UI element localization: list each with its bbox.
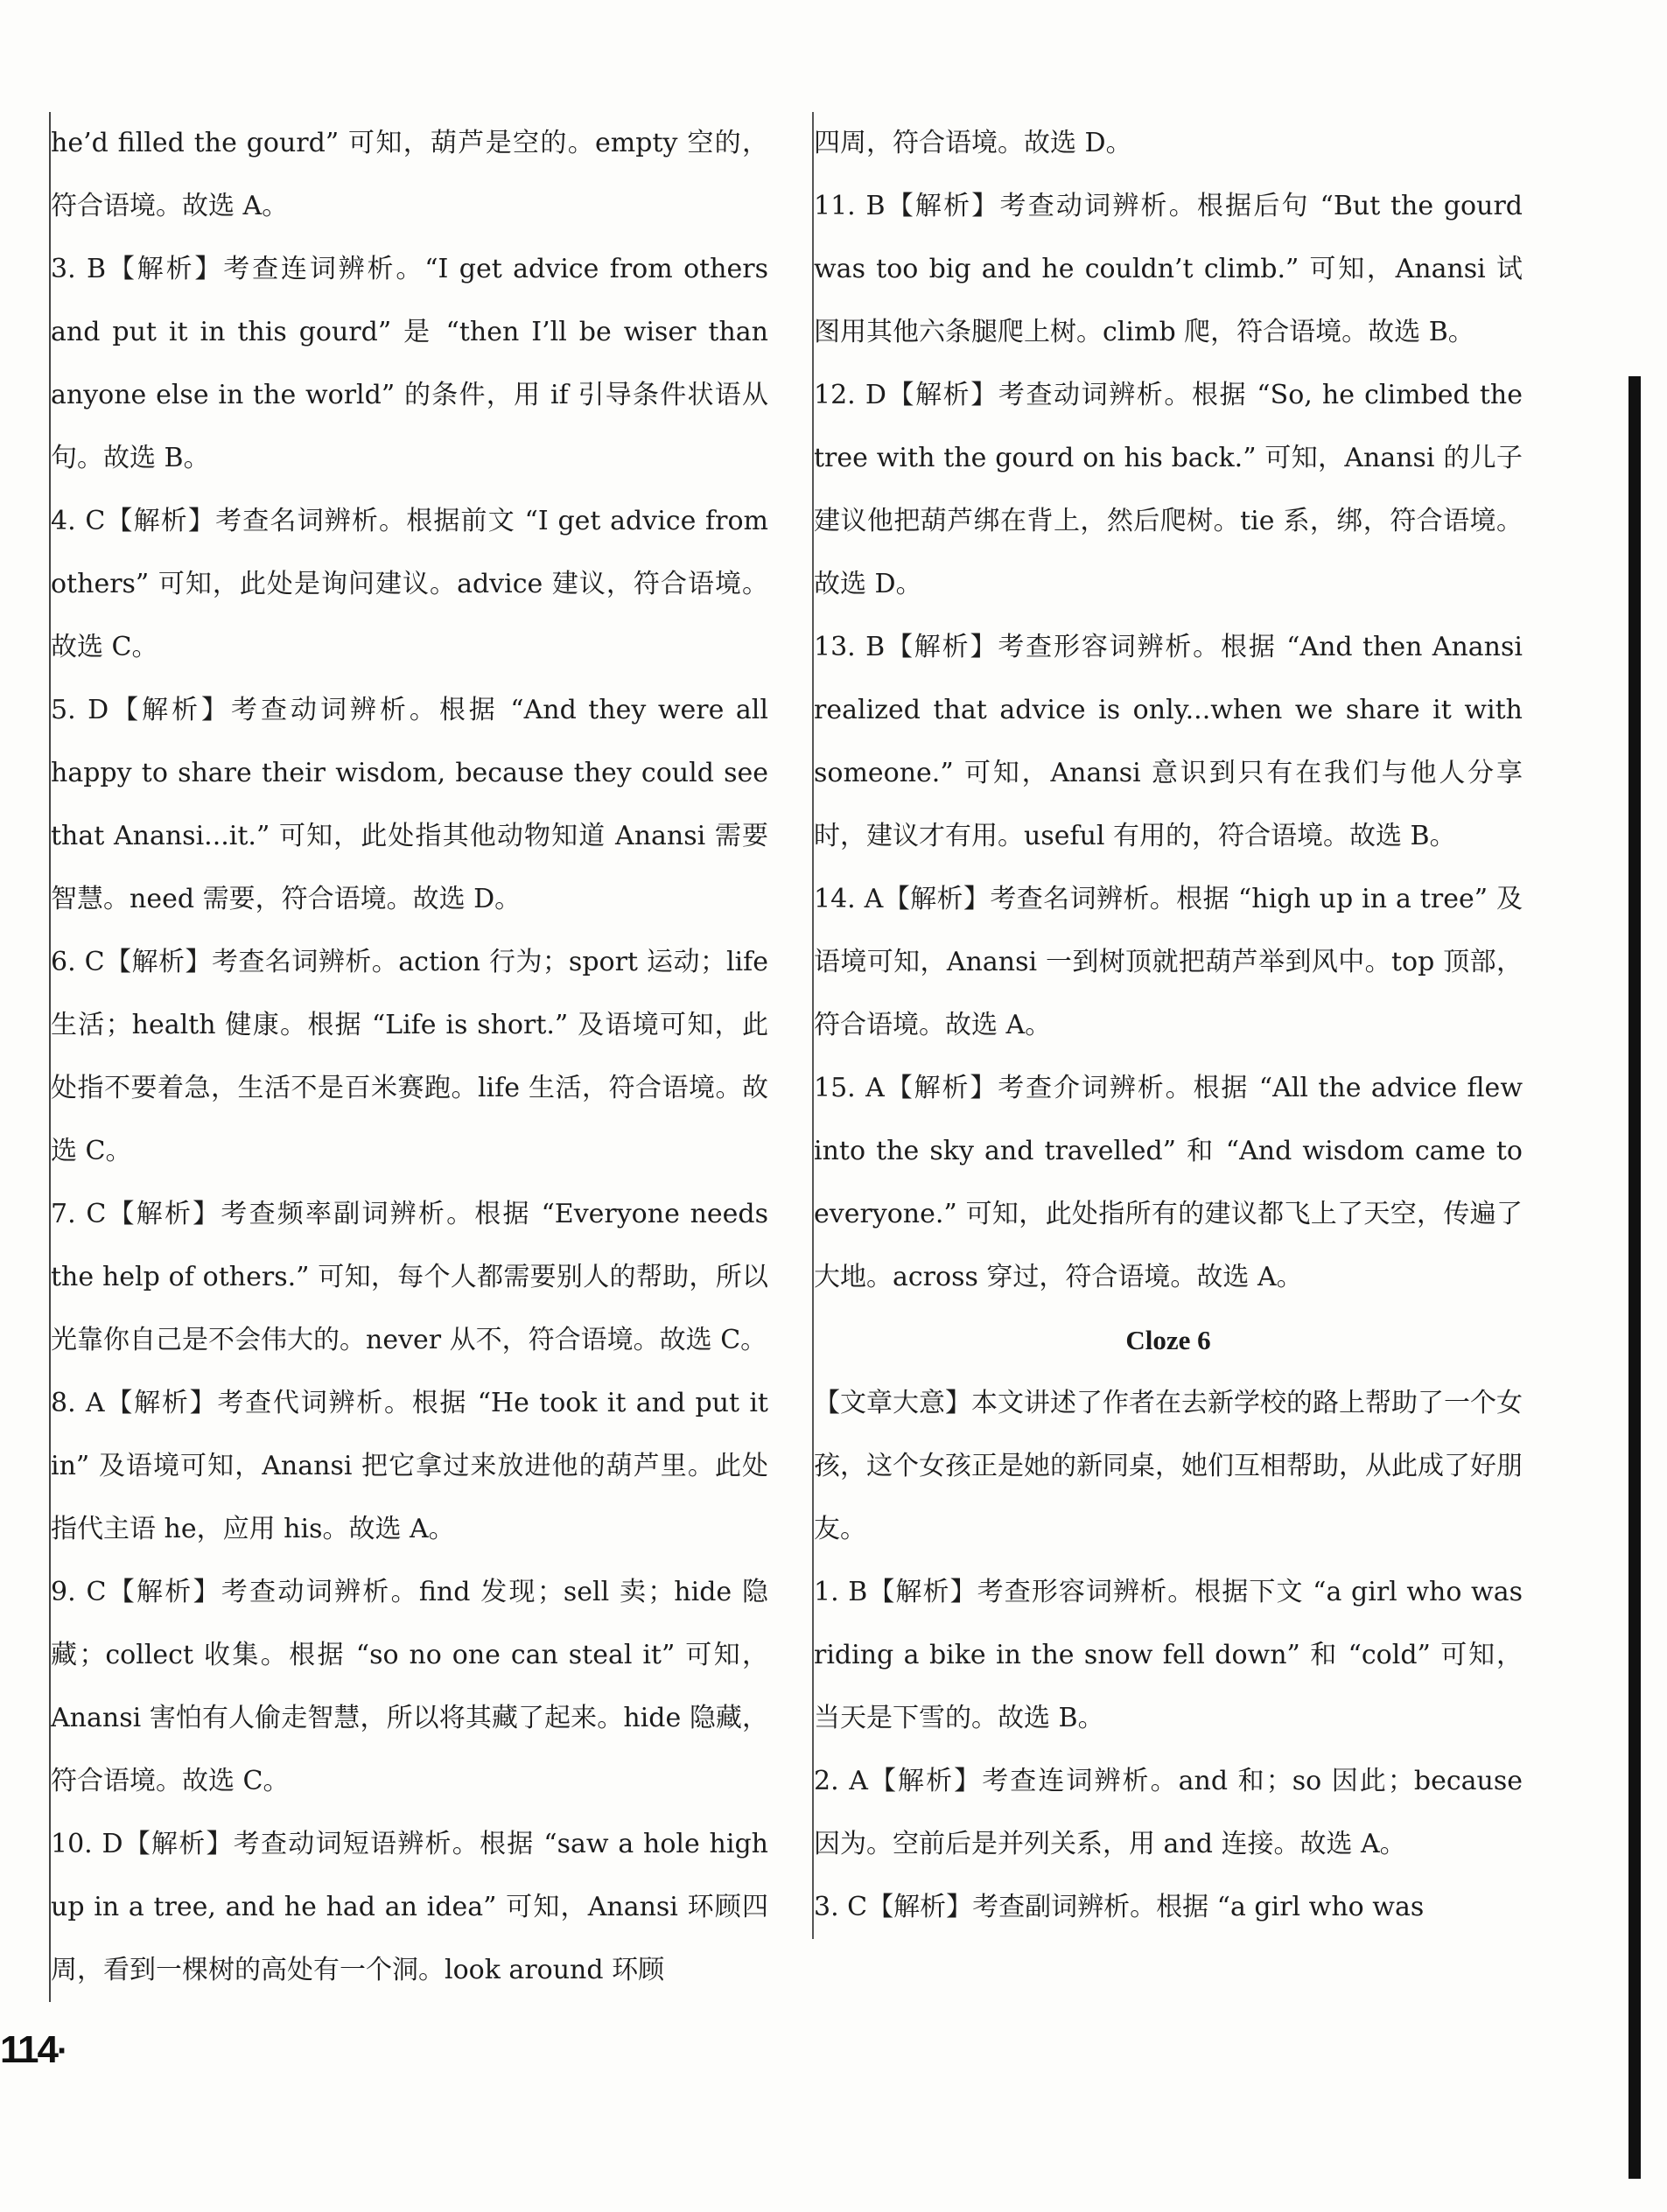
left-column (49, 112, 768, 2002)
page-edge-bar (1628, 376, 1641, 2179)
paragraph: 1. B【解析】考查形容词辨析。根据下文 “a girl who was riding a bike in the snow fell down” 和 “cold” 可知，当天是下雪的。故选 B。 (814, 1577, 1523, 1733)
paragraph: 3. B【解析】考查连词辨析。“I get advice from others and put it in this gourd” 是 “then I’ll be wiser than anyone else in the world” 的条件，用 if 引导条件状语从句。故选 B。 (51, 254, 768, 473)
paragraph: 5. D【解析】考查动词辨析。根据 “And they were all happy to share their wisdom, because they could see that Anansi...it.” 可知，此处指其他动物知道 Anansi 需要智慧。need 需要，符合语境。故选 D。 (51, 695, 768, 914)
paragraph: 7. C【解析】考查频率副词辨析。根据 “Everyone needs the help of others.” 可知，每个人都需要别人的帮助，所以光靠你自己是不会伟大的。never 从不，符合语境。故选 C。 (51, 1199, 768, 1355)
paragraph: 10. D【解析】考查动词短语辨析。根据 “saw a hole high up in a tree, and he had an idea” 可知，Anansi 环顾四周，看到一棵树的高处有一个洞。look around 环顾 (51, 1829, 768, 1985)
paragraph: 8. A【解析】考查代词辨析。根据 “He took it and put it in” 及语境可知，Anansi 把它拿过来放进他的葫芦里。此处指代主语 he，应用 his。故选 A。 (51, 1388, 768, 1544)
section-title: Cloze 6 (1125, 1325, 1211, 1355)
paragraph: 13. B【解析】考查形容词辨析。根据 “And then Anansi realized that advice is only...when we share it with someone.” 可知，Anansi 意识到只有在我们与他人分享时，建议才有用。useful 有用的，符合语境。故选 B。 (814, 632, 1523, 851)
paragraph: 2. A【解析】考查连词辨析。and 和；so 因此；because 因为。空前后是并列关系，用 and 连接。故选 A。 (814, 1766, 1523, 1859)
paragraph: 四周，符合语境。故选 D。 (814, 128, 1132, 158)
paragraph: he’d filled the gourd” 可知，葫芦是空的。empty 空的，符合语境。故选 A。 (51, 128, 768, 221)
paragraph: 14. A【解析】考查名词辨析。根据 “high up in a tree” 及语境可知，Anansi 一到树顶就把葫芦举到风中。top 顶部，符合语境。故选 A。 (814, 884, 1523, 1040)
page-number (0, 2028, 67, 2072)
page-number-value: 114 (0, 2028, 57, 2071)
paragraph: 【文章大意】本文讲述了作者在去新学校的路上帮助了一个女孩，这个女孩正是她的新同桌，她们互相帮助，从此成了好朋友。 (814, 1388, 1523, 1544)
page-number-dot: · (56, 2032, 67, 2070)
paragraph: 9. C【解析】考查动词辨析。find 发现；sell 卖；hide 隐藏；collect 收集。根据 “so no one can steal it” 可知，Anansi 害怕有人偷走智慧，所以将其藏了起来。hide 隐藏，符合语境。故选 C。 (51, 1577, 768, 1796)
paragraph: 3. C【解析】考查副词辨析。根据 “a girl who was (814, 1892, 1425, 1922)
right-column (812, 112, 1523, 1939)
paragraph: 15. A【解析】考查介词辨析。根据 “All the advice flew into the sky and travelled” 和 “And wisdom came to everyone.” 可知，此处指所有的建议都飞上了天空，传遍了大地。across 穿过，符合语境。故选 A。 (814, 1073, 1523, 1292)
paragraph: 6. C【解析】考查名词辨析。action 行为；sport 运动；life 生活；health 健康。根据 “Life is short.” 及语境可知，此处指不要着急，生活不是百米赛跑。life 生活，符合语境。故选 C。 (51, 947, 768, 1166)
paragraph: 12. D【解析】考查动词辨析。根据 “So, he climbed the tree with the gourd on his back.” 可知，Anansi 的儿子建议他把葫芦绑在背上，然后爬树。tie 系，绑，符合语境。故选 D。 (814, 380, 1523, 599)
paragraph: 4. C【解析】考查名词辨析。根据前文 “I get advice from others” 可知，此处是询问建议。advice 建议，符合语境。故选 C。 (51, 506, 768, 662)
paragraph: 11. B【解析】考查动词辨析。根据后句 “But the gourd was too big and he couldn’t climb.” 可知，Anansi 试图用其他六条腿爬上树。climb 爬，符合语境。故选 B。 (814, 191, 1523, 347)
